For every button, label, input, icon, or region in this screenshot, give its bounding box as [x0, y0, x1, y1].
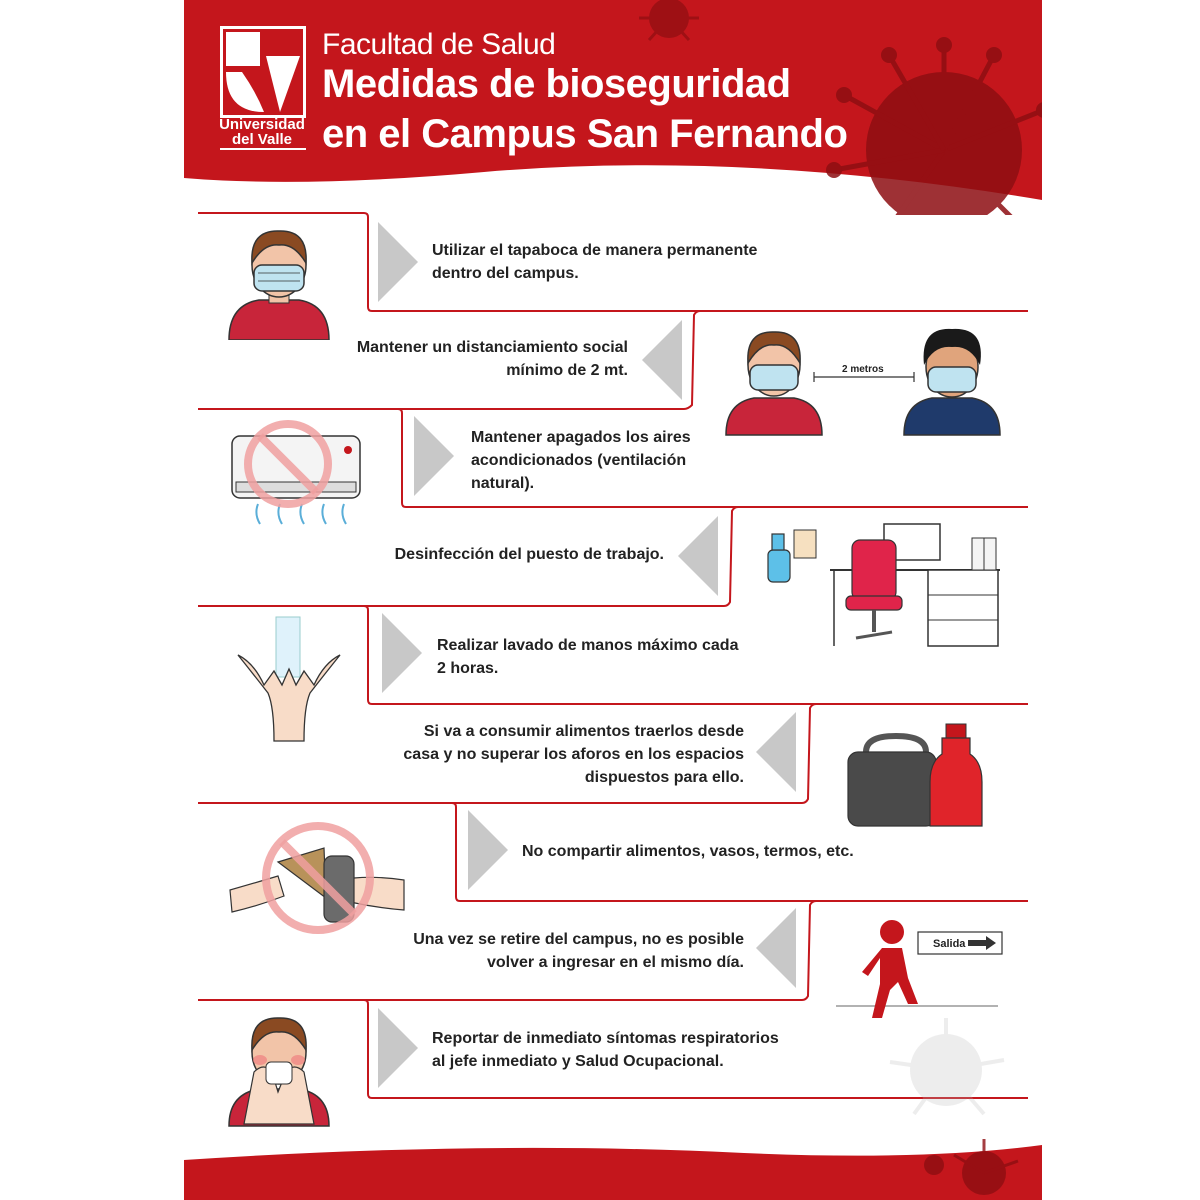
measure-9-line1: Reportar de inmediato síntomas respiratorios: [432, 1030, 779, 1047]
arrow-left-6: [756, 712, 796, 792]
footer-banner: [184, 1125, 1042, 1200]
measure-2-line2: mínimo de 2 mt.: [506, 362, 628, 379]
measure-5-text: [437, 634, 817, 680]
sneezing-person-icon: [224, 1012, 334, 1128]
distance-label: 2 metros: [842, 364, 884, 375]
masked-person-icon: [224, 225, 334, 340]
arrow-left-8: [756, 908, 796, 988]
social-distance-icon: [724, 325, 1014, 437]
measure-2-text: [284, 336, 628, 382]
measure-4-line1: Desinfección del puesto de trabajo.: [394, 546, 664, 563]
measure-1-line1: Utilizar el tapaboca de manera permanente: [432, 242, 758, 259]
measure-9-text: [432, 1027, 832, 1073]
measure-3-line2: acondicionados (ventilación: [471, 452, 687, 469]
arrow-right-9: [378, 1008, 418, 1088]
air-conditioner-off-icon: [228, 420, 368, 530]
workstation-disinfection-icon: [764, 520, 1004, 648]
poster: [184, 0, 1042, 1200]
exit-sign-label: Salida: [933, 938, 966, 950]
measure-2-line1: Mantener un distanciamiento social: [356, 339, 628, 356]
arrow-left-4: [678, 516, 718, 596]
logo-text-line2: del Valle: [231, 131, 293, 148]
faint-virus-icon: [884, 1010, 1014, 1120]
measure-4-text: [284, 543, 664, 566]
measure-6-text: [344, 720, 744, 789]
measure-3-line3: natural).: [471, 475, 535, 492]
hand-washing-icon: [234, 615, 344, 743]
measure-5-line2: 2 horas.: [437, 660, 499, 677]
arrow-right-5: [382, 613, 422, 693]
measure-7-line1: No compartir alimentos, vasos, termos, etc.: [522, 843, 854, 860]
exit-walking-icon: [836, 918, 1006, 1024]
measure-7-text: [522, 840, 902, 863]
measure-3-line1: Mantener apagados los aires: [471, 429, 691, 446]
measure-9-line2: al jefe inmediato y Salud Ocupacional.: [432, 1053, 724, 1070]
arrow-left-2: [642, 320, 682, 400]
measure-1-text: [432, 239, 812, 285]
page-title-line1: Medidas de bioseguridad: [322, 62, 791, 106]
arrow-right-1: [378, 222, 418, 302]
measure-8-line2: volver a ingresar en el mismo día.: [487, 954, 744, 971]
arrow-right-3: [414, 416, 454, 496]
page-title-line2: en el Campus San Fernando: [322, 112, 848, 156]
arrow-right-7: [468, 810, 508, 890]
measure-6-line2: casa y no superar los aforos en los espacios: [403, 746, 744, 763]
logo-text-line1: Universidad: [219, 116, 305, 133]
lunchbox-bottle-icon: [844, 722, 989, 830]
faculty-name: Facultad de Salud: [322, 28, 556, 61]
measure-6-line1: Si va a consumir alimentos traerlos desde: [423, 723, 744, 740]
no-sharing-food-icon: [228, 818, 408, 940]
footer-background: [184, 1125, 1042, 1200]
measure-1-line2: dentro del campus.: [432, 265, 579, 282]
measure-6-line3: dispuestos para ello.: [584, 769, 744, 786]
measure-5-line1: Realizar lavado de manos máximo cada: [437, 637, 739, 654]
measure-8-line1: Una vez se retire del campus, no es posible: [413, 931, 744, 948]
